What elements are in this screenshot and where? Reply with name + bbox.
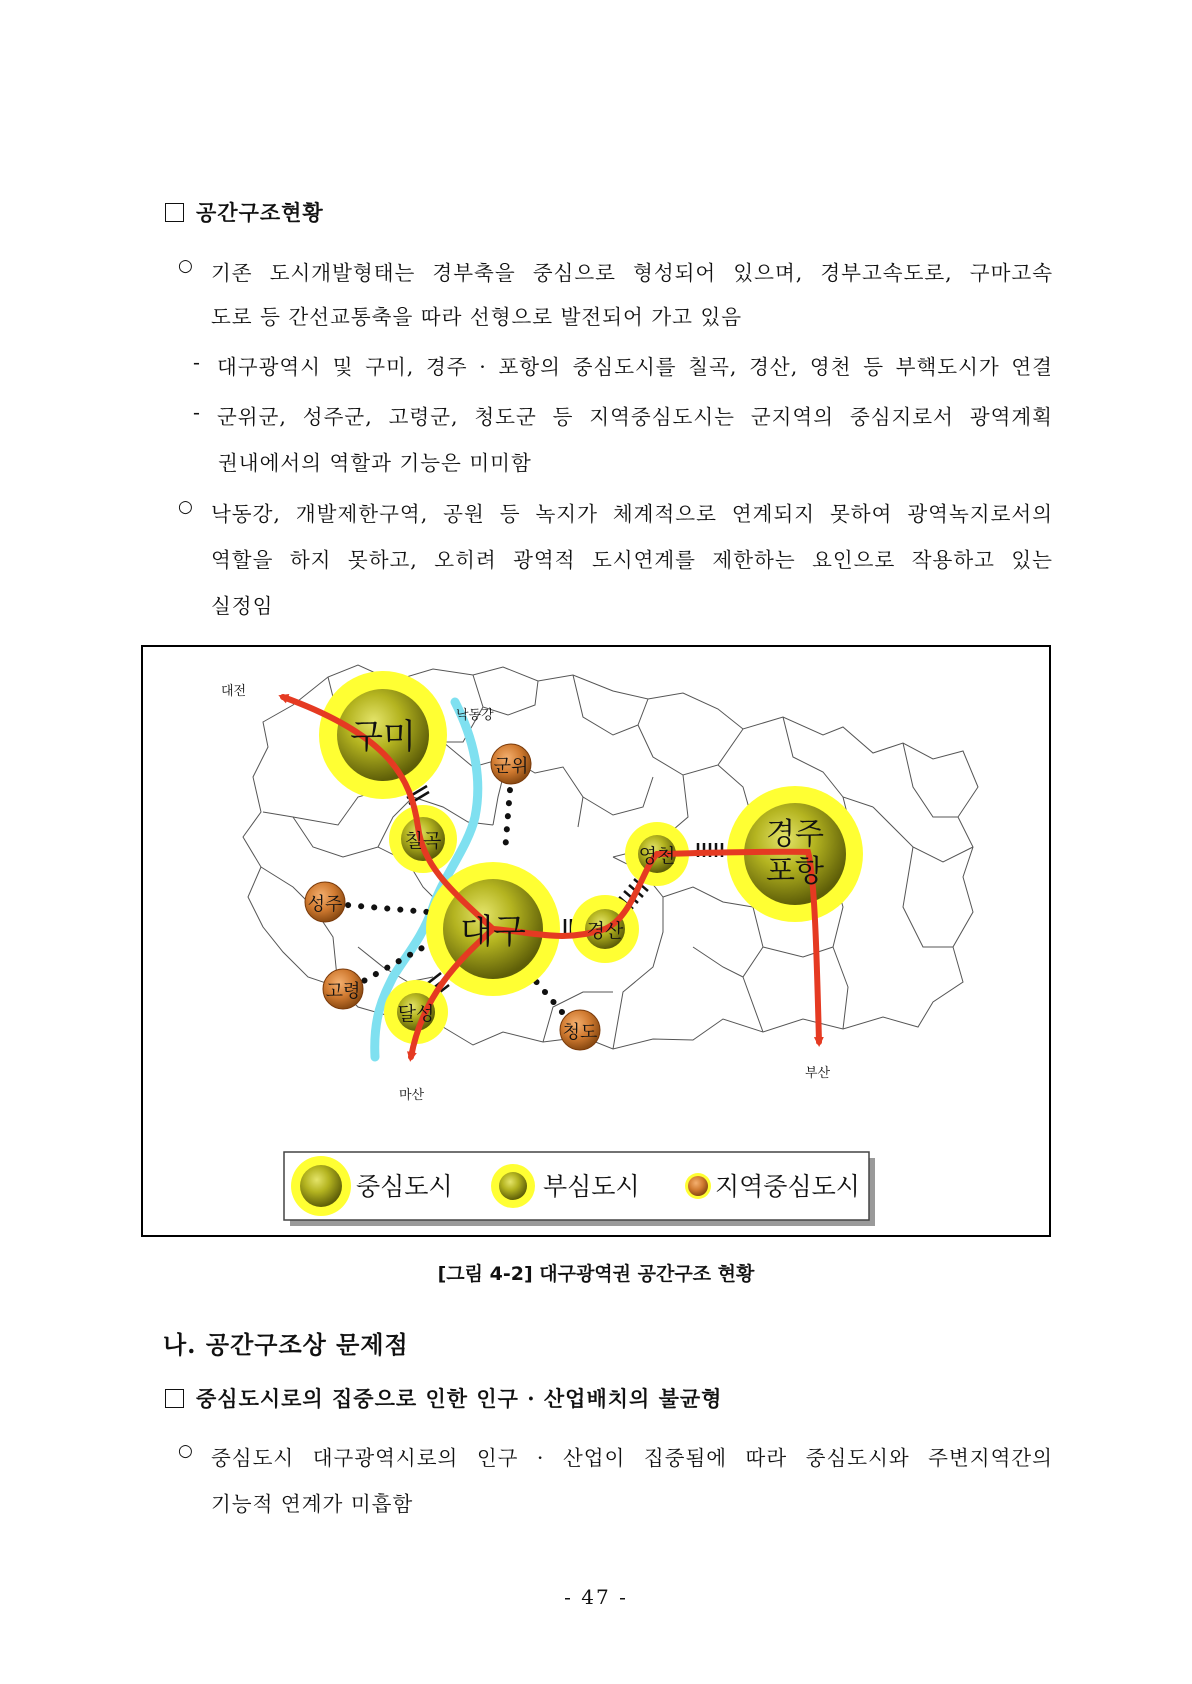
label-busan: 부산 xyxy=(805,1066,831,1081)
regional-map xyxy=(143,647,1049,1235)
bullet-1-line-2: 도로 등 간선교통축을 따라 선형으로 발전되어 가고 있음 xyxy=(211,305,743,329)
section-2-bullet-line-2: 기능적 연계가 미흡함 xyxy=(211,1492,414,1516)
city-gumi: 구미 xyxy=(350,717,416,757)
city-cheongdo: 청도 xyxy=(562,1022,598,1043)
label-nakdonggang: 낙동강 xyxy=(456,708,494,723)
dash-item-2: - 군위군, 성주군, 고령군, 청도군 등 지역중심도시는 군지역의 중심지로서 광역계획 xyxy=(193,400,1053,429)
dash-item-2-line-2: 권내에서의 역할과 기능은 미미함 xyxy=(218,451,532,475)
city-goryeong: 고령 xyxy=(325,981,361,1002)
section-heading: 공간구조현황 xyxy=(165,197,324,227)
city-pohang: 포항 xyxy=(766,854,824,889)
circle-bullet-icon: ○ xyxy=(178,1441,194,1461)
figure-frame xyxy=(141,645,1051,1237)
label-daejeon: 대전 xyxy=(221,684,247,699)
checkbox-square-icon xyxy=(165,203,184,222)
city-chilgok: 칠곡 xyxy=(404,830,442,852)
circle-bullet-icon: ○ xyxy=(178,256,194,276)
section-2-bullet-line-1: ○ 중심도시 대구광역시로의 인구 · 산업이 집중됨에 따라 중심도시와 주변지역간의 xyxy=(178,1441,1053,1470)
checkbox-square-icon xyxy=(165,1389,184,1408)
city-seongju: 성주 xyxy=(307,894,343,915)
bullet-2-line-1: ○ 낙동강, 개발제한구역, 공원 등 녹지가 체계적으로 연계되지 못하여 광역녹지로서의 xyxy=(178,497,1053,526)
page-number: - 47 - xyxy=(564,1585,628,1609)
city-dalseong: 달성 xyxy=(397,1003,435,1025)
city-daegu: 대구 xyxy=(460,912,526,952)
city-gyeongsan: 경산 xyxy=(586,920,624,942)
figure-caption: [그림 4-2] 대구광역권 공간구조 현황 xyxy=(437,1263,755,1285)
city-gunwi: 군위 xyxy=(493,756,529,777)
legend-sub-label: 부심도시 xyxy=(543,1172,640,1201)
map-legend xyxy=(284,1152,875,1226)
circle-bullet-icon: ○ xyxy=(178,497,194,517)
dash-marker: - xyxy=(193,400,201,424)
bullet-2-line-2: 역할을 하지 못하고, 오히려 광역적 도시연계를 제한하는 요인으로 작용하고 있는 xyxy=(211,548,1053,572)
legend-regional-label: 지역중심도시 xyxy=(715,1172,860,1201)
label-masan: 마산 xyxy=(399,1088,425,1103)
city-yeongcheon: 영천 xyxy=(638,845,676,867)
section-2-heading: 중심도시로의 집중으로 인한 인구 · 산업배치의 불균형 xyxy=(165,1383,722,1413)
dash-item-1: - 대구광역시 및 구미, 경주 · 포항의 중심도시를 칠곡, 경산, 영천 등 부핵도시가 연결 xyxy=(193,350,1053,379)
dash-marker: - xyxy=(193,350,201,374)
legend-main-label: 중심도시 xyxy=(356,1172,453,1201)
city-gyeongju: 경주 xyxy=(766,817,824,852)
bullet-1-line-1: ○ 기존 도시개발형태는 경부축을 중심으로 형성되어 있으며, 경부고속도로, 구마고속 xyxy=(178,256,1053,285)
section-2-title: 나. 공간구조상 문제점 xyxy=(163,1330,409,1359)
bullet-2-line-3: 실정임 xyxy=(211,594,274,618)
